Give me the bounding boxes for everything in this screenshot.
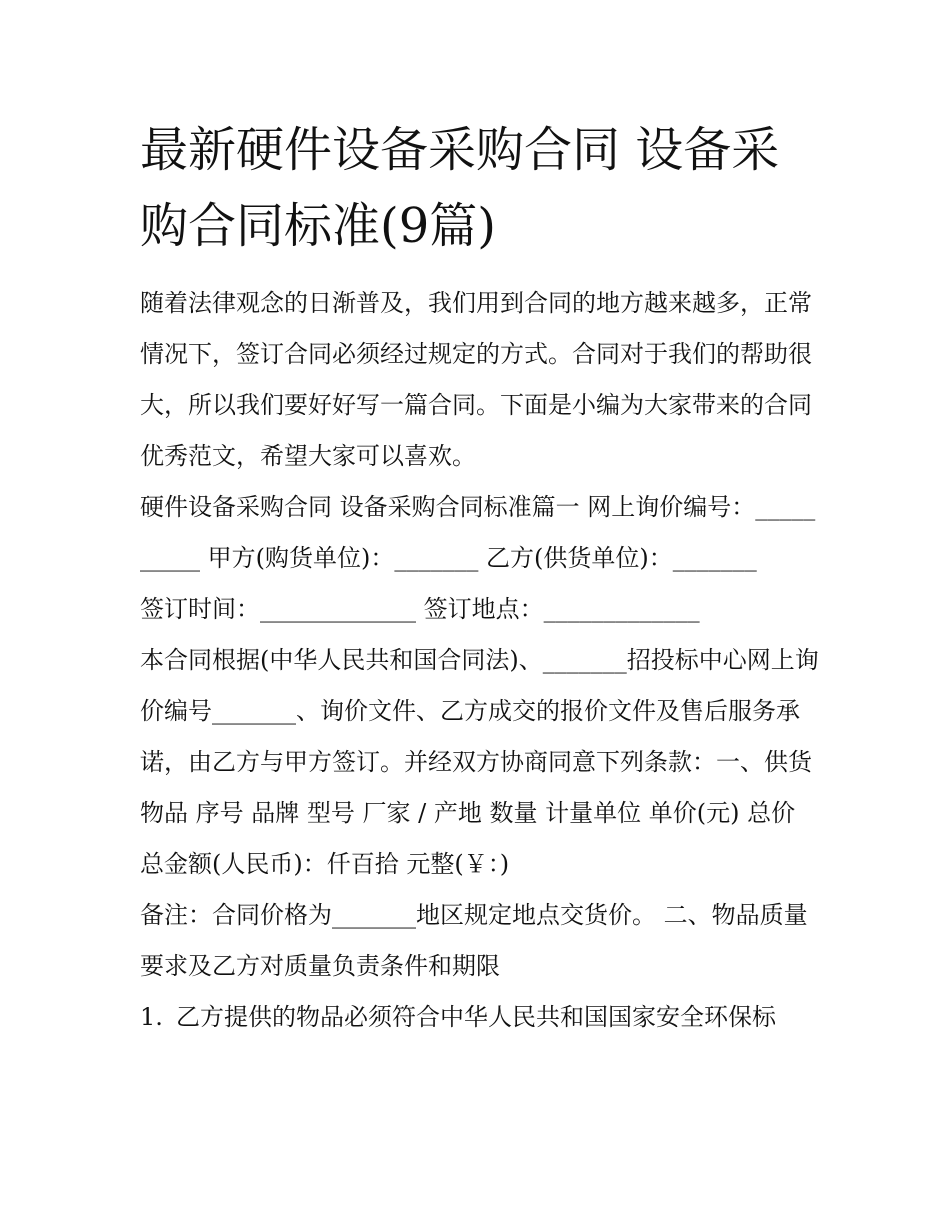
list-item [140, 992, 820, 1043]
list-item-number: 1. [140, 1003, 163, 1031]
signing-info-paragraph: 签订时间：_____________ 签订地点：_____________ [140, 595, 700, 623]
remarks-paragraph: 备注：合同价格为_______地区规定地点交货价。 二、物品质量要求及乙方对质量负责条件和期限 [140, 901, 808, 980]
contract-basis-paragraph: 本合同根据(中华人民共和国合同法)、_______招投标中心网上询价编号_______、询价文件、乙方成交的报价文件及售后服务承诺，由乙方与甲方签订。并经双方协商同意下列条款：一、供货物品 序号 品牌 型号 厂家 / 产地 数量 计量单位 单价(元) 总价 总金额(人民币)：仟百拾 元整(￥：) [140, 646, 819, 878]
document-title: 最新硬件设备采购合同 设备采购合同标准(9篇) [140, 122, 780, 254]
intro-paragraph: 随着法律观念的日渐普及，我们用到合同的地方越来越多，正常情况下，签订合同必须经过规定的方式。合同对于我们的帮助很大，所以我们要好好写一篇合同。下面是小编为大家带来的合同优秀范文，希望大家可以喜欢。 [140, 289, 812, 470]
contract-header-paragraph: 硬件设备采购合同 设备采购合同标准篇一 网上询价编号：__________ 甲方(购货单位)：_______ 乙方(供货单位)：_______ [140, 493, 816, 572]
list-item-text: 乙方提供的物品必须符合中华人民共和国国家安全环保标 [176, 1003, 776, 1031]
document-page [140, 112, 820, 1043]
